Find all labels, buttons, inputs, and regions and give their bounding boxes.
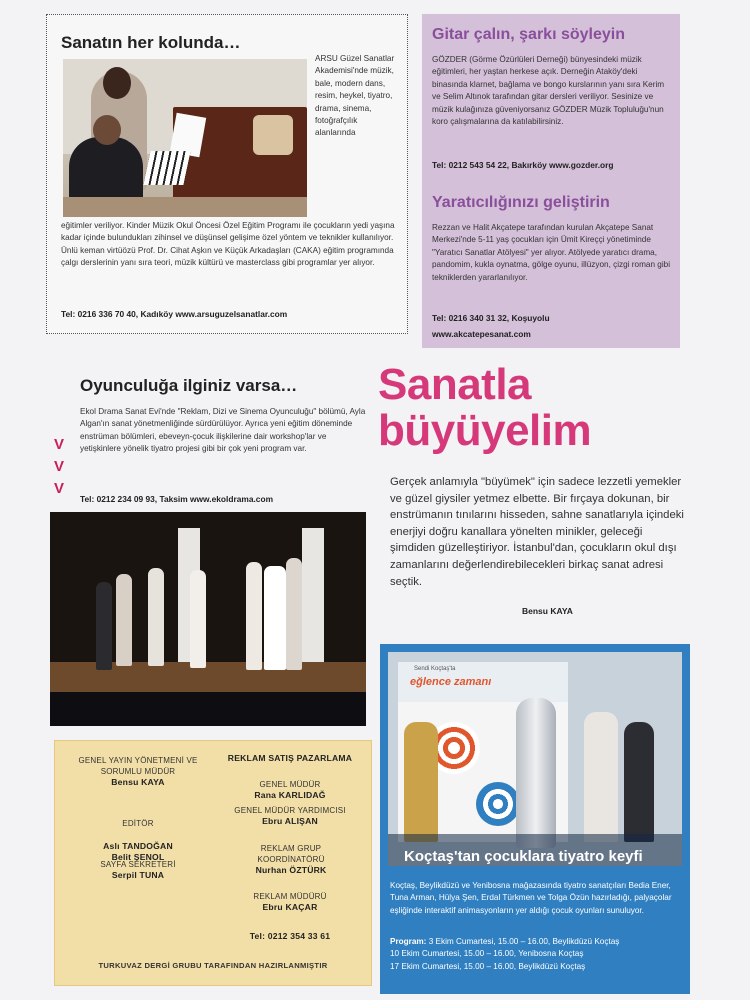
koctas-program-item: Program: 3 Ekim Cumartesi, 15.00 – 16.00, Beylikdüzü Koçtaş	[390, 937, 620, 946]
arsu-article-side-text: ARSU Güzel Sanatlar Akademisi'nde müzik, bale, modern dans, resim, heykel, tiyatro, drama, sinema, fotoğrafçılık alanlarında	[315, 54, 395, 138]
arsu-contact: Tel: 0216 336 70 40, Kadıköy www.arsuguzelsanatlar.com	[61, 309, 288, 319]
drama-contact: Tel: 0212 234 09 93, Taksim www.ekoldrama.com	[80, 494, 274, 504]
credits-footer: TURKUVAZ DERGİ GRUBU TARAFINDAN HAZIRLANMIŞTIR	[98, 961, 328, 970]
arsu-article-body: eğitimler veriliyor. Kinder Müzik Okul Öncesi Özel Eğitim Programı ile çocukların yedi yaşına kadar içinde bulundukları zihinsel ve düşünsel gelişime özel yöntem ve teknikler kullanılıyor. Ünlü keman virtüözü Prof. Dr. Cihat Aşkın ve Küçük Arkadaşları (CAKA) eğitim programında çalgı derslerinin yanı sıra teori, müzik kültürü ve masterclass gibi programlar yer alıyor.	[61, 221, 395, 268]
credit-phone: Tel: 0212 354 33 61	[249, 931, 331, 941]
piano-lesson-photo	[63, 59, 307, 217]
koctas-program	[390, 936, 682, 973]
koctas-body: Koçtaş, Beylikdüzü ve Yenibosna mağazasında tiyatro sanatçıları Bedia Ener, Tuna Arman, Hülya Şen, Erdal Türkmen ve Tolga Özün hazırladığı, palyaçolar eşliğinde interaktif animasyonların yer aldığı çocuk oyunları sunuluyor.	[390, 881, 672, 915]
headline-line-1: Sanatla	[378, 360, 532, 409]
main-headline	[378, 362, 591, 454]
credit-ad-group-coordinator: REKLAM GRUP KOORDİNATÖRÜ Nurhan ÖZTÜRK	[255, 844, 327, 876]
credit-editor-in-chief: GENEL YAYIN YÖNETMENİ VE SORUMLU MÜDÜR Bensu KAYA	[78, 756, 198, 788]
koctas-title: Koçtaş'tan çocuklara tiyatro keyfi	[404, 848, 643, 865]
drama-title: Oyunculuğa ilginiz varsa…	[80, 376, 298, 395]
credit-ad-sales-heading: REKLAM SATIŞ PAZARLAMA	[227, 753, 353, 763]
author-byline: Bensu KAYA	[522, 606, 573, 616]
credit-deputy-manager: GENEL MÜDÜR YARDIMCISI Ebru ALIŞAN	[234, 806, 346, 827]
gozder-contact: Tel: 0212 543 54 22, Bakırköy www.gozder.org	[432, 160, 614, 170]
credit-editor: EDİTÖR Aslı TANDOĞAN Belit ŞENOL	[103, 819, 173, 862]
headline-line-2: büyüyelim	[378, 406, 592, 455]
credit-general-manager: GENEL MÜDÜR Rana KARLIDAĞ	[254, 780, 326, 801]
akcatepe-body: Rezzan ve Halit Akçatepe tarafından kurulan Akçatepe Sanat Merkezi'nde 5-11 yaş çocukları için Ümit Kireççi yönetiminde "Yaratıcı Sanatlar Atölyesi" yer alıyor. Atölyede yaratıcı drama, pandomim, kukla oynatma, gölge oyunu, illüzyon, çizgi roman gibi tekniklerden yararlanılıyor.	[432, 223, 671, 282]
arsu-article-title: Sanatın her kolunda…	[61, 33, 241, 52]
koctas-program-label: Program:	[390, 937, 427, 946]
koctas-banner-logo: eğlence zamanı	[410, 676, 492, 688]
koctas-program-item: 10 Ekim Cumartesi, 15.00 – 16.00, Yenibosna Koçtaş	[390, 949, 584, 959]
koctas-banner-small-text: Sendi Koçtaş'ta	[414, 666, 456, 672]
gozder-title: Gitar çalın, şarkı söyleyin	[432, 26, 625, 43]
check-mark-icon: V	[54, 480, 65, 497]
koctas-program-item: 17 Ekim Cumartesi, 15.00 – 16.00, Beylikdüzü Koçtaş	[390, 961, 586, 971]
akcatepe-website: www.akcatepesanat.com	[432, 329, 531, 339]
stage-play-photo	[50, 512, 366, 726]
check-mark-icon: V	[54, 458, 65, 475]
akcatepe-contact	[432, 310, 550, 342]
koctas-event-photo	[388, 652, 682, 866]
akcatepe-title: Yaratıcılığınızı geliştirin	[432, 194, 610, 211]
intro-paragraph: Gerçek anlamıyla "büyümek" için sadece lezzetli yemekler ve güzel giysiler yetmez elbette. Bir fırçaya dokunan, bir enstrümanın tınılarını hisseden, sahne sanatlarıyla içindeki enerjiyi doğru kanallara yönelten minikler, geleceği şimdiden güzelleştiriyor. İstanbul'dan, çocukların okul dışı zamanlarını değerlendirebilecekleri birkaç sanat adresi seçtik.	[390, 476, 684, 588]
credit-ad-manager: REKLAM MÜDÜRÜ Ebru KAÇAR	[253, 892, 327, 913]
credit-page-secretary: SAYFA SEKRETERİ Serpil TUNA	[100, 860, 176, 881]
check-mark-icon: V	[54, 436, 65, 453]
arsu-article-box	[46, 14, 408, 334]
koctas-promo-box	[380, 644, 690, 994]
purple-sidebar-box	[422, 14, 680, 348]
drama-body: Ekol Drama Sanat Evi'nde "Reklam, Dizi ve Sinema Oyunculuğu" bölümü, Ayla Algan'ın sanat yönetmenliğinde sürdürülüyor. Ayrıca yeni eğitim döneminde enstrüman bölümleri, ebeveyn-çocuk ilişkilerine dair workshop'lar ve yetişkinlere yönelik tiyatro projesi gibi bir çok yeni program var.	[80, 407, 366, 454]
masthead-credits-box	[54, 740, 372, 986]
gozder-body: GÖZDER (Görme Özürlüleri Derneği) bünyesindeki müzik eğitimleri, her yaştan herkese açık. Derneğin Ataköy'deki binasında klarnet, bağlama ve bongo kurslarının yanı sıra Kerim ve Selim Altınok tarafından gitar dersleri veriliyor. Sesinize ve müzik kulağınıza güveniyorsanız GÖZDER Müzik Topluluğu'nun koro çalışmalarına da katılabilirsiniz.	[432, 55, 665, 127]
akcatepe-phone: Tel: 0216 340 31 32, Koşuyolu	[432, 313, 550, 323]
